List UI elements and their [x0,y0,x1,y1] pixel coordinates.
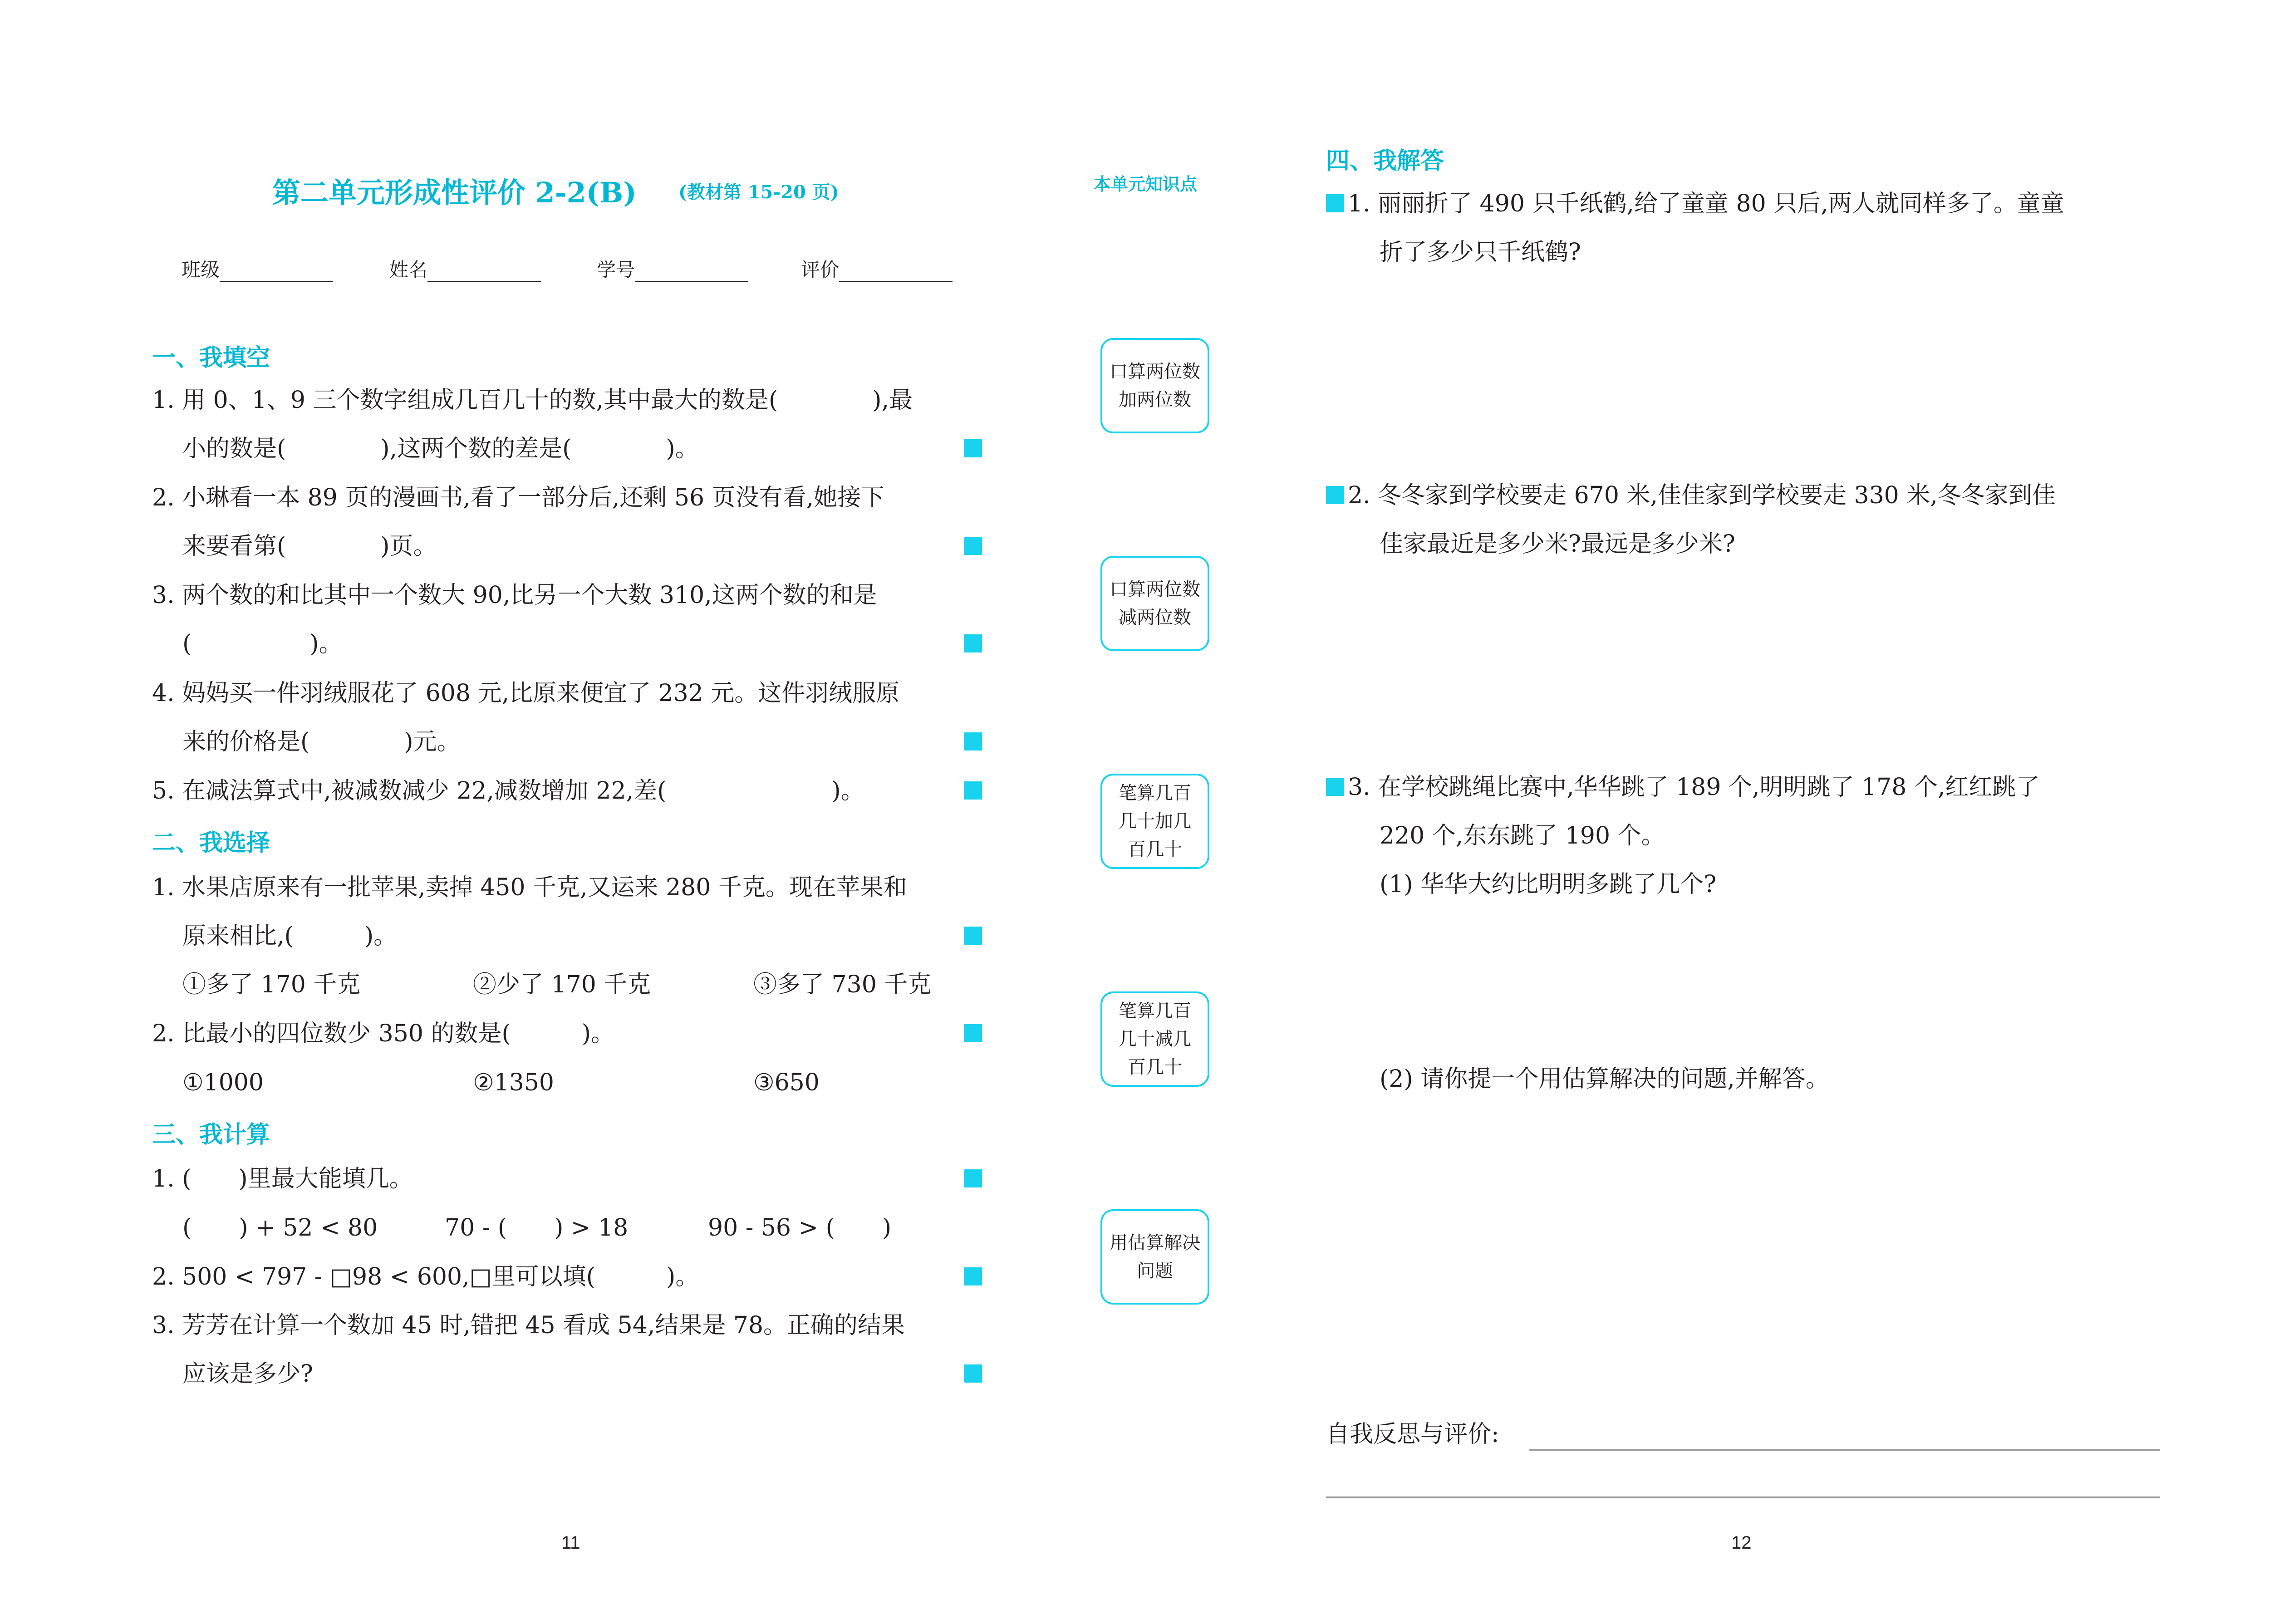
marker-square [964,927,982,945]
s1-q5-line1: 5. 在减法算式中,被减数减少 22,减数增加 22,差( )。 [152,777,864,805]
knowledge-box-written-add: 笔算几百 几十加几 百几十 [1100,774,1209,869]
marker-square [964,634,982,653]
section-2-heading: 二、我选择 [152,829,270,857]
s1-q4-line1: 4. 妈妈买一件羽绒服花了 608 元,比原来便宜了 232 元。这件羽绒服原 [152,680,900,707]
grade-field[interactable] [801,255,953,282]
s1-q3-line2: ( )。 [182,630,343,657]
knowledge-box-oral-subtract: 口算两位数 减两位数 [1100,556,1209,651]
reflection-line-2[interactable] [1326,1496,2160,1498]
name-label: 姓名 [389,259,428,281]
page-number-left: 11 [561,1533,580,1553]
s2-q1-option-1: ①多了 170 千克 [182,971,361,998]
reflection-line-1[interactable] [1529,1449,2160,1451]
marker-square [1326,486,1344,504]
s1-q1-line2: 小的数是( ),这两个数的差是( )。 [182,435,699,462]
s3-q1-line1: 1. ( )里最大能填几。 [152,1165,413,1192]
student-id-field[interactable] [597,255,748,282]
knowledge-box-oral-add: 口算两位数 加两位数 [1100,338,1209,433]
reflection-label: 自我反思与评价: [1326,1421,1499,1448]
s3-q2-line1: 2. 500 < 797 - □98 < 600,□里可以填( )。 [152,1263,699,1290]
marker-square [964,1024,982,1042]
student-id-blank[interactable] [635,281,748,282]
section-4-heading: 四、我解答 [1326,147,1444,175]
marker-square [964,732,982,751]
knowledge-box-estimation: 用估算解决 问题 [1100,1209,1209,1305]
s2-q2-option-1: ①1000 [182,1069,264,1096]
class-blank[interactable] [220,281,333,282]
s1-q4-line2: 来的价格是( )元。 [182,728,461,756]
name-field[interactable] [389,255,541,282]
knowledge-heading: 本单元知识点 [1094,174,1198,194]
s4-q3-line2: 220 个,东东跳了 190 个。 [1380,822,1665,849]
grade-label: 评价 [801,259,840,281]
section-1-heading: 一、我填空 [152,344,270,372]
s4-q2-line1: 2. 冬冬家到学校要走 670 米,佳佳家到学校要走 330 米,冬冬家到佳 [1348,482,2056,509]
page-subtitle: (教材第 15-20 页) [678,182,839,203]
s3-q1-expr-2: 70 - ( ) > 18 [445,1214,629,1241]
s2-q1-option-2: ②少了 170 千克 [473,971,651,998]
s4-q3-sub2: (2) 请你提一个用估算解决的问题,并解答。 [1380,1065,1829,1093]
marker-square [964,1169,982,1187]
s3-q1-expr-3: 90 - 56 > ( ) [708,1214,892,1241]
s3-q3-line2: 应该是多少? [182,1360,313,1388]
marker-square [964,1267,982,1285]
marker-square [964,439,982,457]
section-3-heading: 三、我计算 [152,1121,270,1148]
s2-q1-line1: 1. 水果店原来有一批苹果,卖掉 450 千克,又运来 280 千克。现在苹果和 [152,874,907,901]
knowledge-box-written-subtract: 笔算几百 几十减几 百几十 [1100,991,1209,1087]
s4-q2-line2: 佳家最近是多少米?最远是多少米? [1380,530,1735,558]
s1-q1-line1: 1. 用 0、1、9 三个数字组成几百几十的数,其中最大的数是( ),最 [152,387,913,414]
s4-q1-line2: 折了多少只千纸鹤? [1380,239,1581,266]
class-field[interactable] [182,255,333,282]
marker-square [1326,778,1344,796]
s2-q1-option-3: ③多了 730 千克 [753,971,932,998]
s1-q2-line2: 来要看第( )页。 [182,533,437,560]
s1-q2-line1: 2. 小琳看一本 89 页的漫画书,看了一部分后,还剩 56 页没有看,她接下 [152,484,885,511]
name-blank[interactable] [427,281,541,282]
marker-square [964,1364,982,1383]
s3-q3-line1: 3. 芳芳在计算一个数加 45 时,错把 45 看成 54,结果是 78。正确的结果 [152,1312,905,1339]
s1-q3-line1: 3. 两个数的和比其中一个数大 90,比另一个大数 310,这两个数的和是 [152,582,877,609]
marker-square [1326,194,1344,212]
page-number-right: 12 [1731,1533,1752,1553]
marker-square [964,537,982,555]
class-label: 班级 [182,259,220,281]
s2-q1-line2: 原来相比,( )。 [182,922,398,950]
s4-q3-line1: 3. 在学校跳绳比赛中,华华跳了 189 个,明明跳了 178 个,红红跳了 [1348,774,2040,801]
grade-blank[interactable] [839,281,953,282]
student-id-label: 学号 [597,259,635,281]
s4-q3-sub1: (1) 华华大约比明明多跳了几个? [1380,871,1717,898]
s2-q2-option-2: ②1350 [473,1069,554,1096]
s2-q2-line1: 2. 比最小的四位数少 350 的数是( )。 [152,1020,615,1047]
s2-q2-option-3: ③650 [753,1069,820,1096]
s3-q1-expr-1: ( ) + 52 < 80 [182,1214,378,1241]
marker-square [964,781,982,800]
s4-q1-line1: 1. 丽丽折了 490 只千纸鹤,给了童童 80 只后,两人就同样多了。童童 [1348,190,2064,217]
page-title: 第二单元形成性评价 2-2(B) [272,176,637,209]
